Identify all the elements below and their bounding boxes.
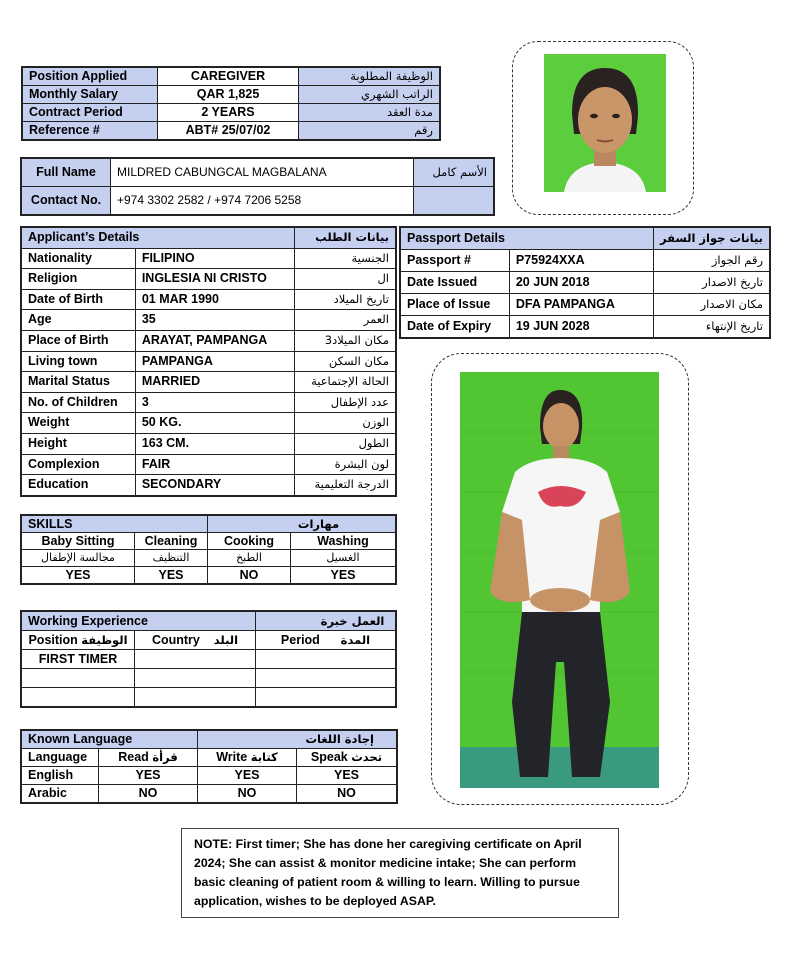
- row-label: Age: [21, 310, 135, 331]
- row-label-ar: ال: [295, 269, 397, 290]
- skill-label-ar: الطبخ: [208, 550, 291, 567]
- row-label: Date of Birth: [21, 289, 135, 310]
- row-label: Education: [21, 475, 135, 496]
- experience-table: [20, 610, 397, 708]
- row-label: Date Issued: [400, 272, 509, 294]
- row-label-ar: الدرجة التعليمية: [295, 475, 397, 496]
- language-read: YES: [99, 767, 198, 785]
- row-label-ar: مدة العقد: [299, 104, 441, 122]
- skill-value: YES: [291, 567, 397, 585]
- full-name-value: MILDRED CABUNGCAL MAGBALANA: [111, 158, 414, 187]
- salary-row: [22, 86, 440, 104]
- skills-title-ar: مهارات: [208, 515, 397, 533]
- row-label-ar: تاريخ الإنتهاء: [654, 316, 771, 339]
- contact-row: [21, 187, 494, 216]
- language-read: NO: [99, 785, 198, 804]
- skills-table: [20, 514, 397, 585]
- row-value: 163 CM.: [135, 433, 294, 454]
- row-label: Weight: [21, 413, 135, 434]
- skills-labels-row: [21, 533, 396, 550]
- full-name-label-ar: الأسم كامل: [414, 158, 495, 187]
- experience-col: [256, 631, 397, 650]
- row-label-ar: تاريخ الميلاد: [295, 289, 397, 310]
- col-en: Speak: [310, 750, 348, 764]
- passport-row: [400, 250, 770, 272]
- row-label: No. of Children: [21, 392, 135, 413]
- skills-labels-ar-row: [21, 550, 396, 567]
- experience-cell: FIRST TIMER: [21, 650, 135, 669]
- row-label-ar: الجنسية: [295, 248, 397, 269]
- row-label: Living town: [21, 351, 135, 372]
- skills-header: [21, 515, 396, 533]
- row-label: Contract Period: [22, 104, 158, 122]
- row-value: QAR 1,825: [158, 86, 299, 104]
- language-speak: NO: [297, 785, 398, 804]
- passport-row: [400, 294, 770, 316]
- applicant-row: [21, 475, 396, 496]
- language-col: [297, 749, 398, 767]
- language-col: Language: [21, 749, 99, 767]
- row-value: DFA PAMPANGA: [509, 294, 653, 316]
- headshot-frame: [512, 41, 694, 215]
- row-label-ar: مكان السكن: [295, 351, 397, 372]
- row-value: 20 JUN 2018: [509, 272, 653, 294]
- row-label: Reference #: [22, 122, 158, 141]
- headshot-photo: [544, 54, 666, 192]
- language-write: YES: [198, 767, 297, 785]
- contact-label-ar-empty: [414, 187, 495, 216]
- row-value: 35: [135, 310, 294, 331]
- applicant-row: [21, 372, 396, 393]
- experience-cols-row: [21, 631, 396, 650]
- skill-label: Washing: [291, 533, 397, 550]
- col-en: Read: [118, 750, 149, 764]
- applicant-row: [21, 351, 396, 372]
- language-row: [21, 785, 397, 804]
- applicant-row: [21, 413, 396, 434]
- row-label-ar: رقم الجواز: [654, 250, 771, 272]
- row-label: Religion: [21, 269, 135, 290]
- row-label: Marital Status: [21, 372, 135, 393]
- language-write: NO: [198, 785, 297, 804]
- applicant-header: [21, 227, 396, 248]
- applicant-row: [21, 289, 396, 310]
- language-name: English: [21, 767, 99, 785]
- skill-value: YES: [135, 567, 208, 585]
- applicant-row: [21, 330, 396, 351]
- reference-row: [22, 122, 440, 141]
- experience-col: [135, 631, 256, 650]
- row-label-ar: رقم: [299, 122, 441, 141]
- col-en: Country: [151, 633, 200, 647]
- languages-table: [20, 729, 398, 804]
- experience-header: [21, 611, 396, 631]
- passport-table: [399, 226, 771, 339]
- applicant-row: [21, 248, 396, 269]
- experience-cell: [135, 669, 256, 688]
- row-value: FILIPINO: [135, 248, 294, 269]
- row-label-ar: مكان الميلاد3: [295, 330, 397, 351]
- language-name: Arabic: [21, 785, 99, 804]
- experience-cell: [256, 669, 397, 688]
- languages-title: Known Language: [21, 730, 198, 749]
- col-ar: الوظيفة: [81, 633, 128, 647]
- note-box: NOTE: First timer; She has done her caregiving certificate on April 2024; She can assist & monitor medicine intake; She can perform basic cleaning of patient room & willing to learn. Willing to pursue application, wishes to be deployed ASAP.: [181, 828, 619, 918]
- row-value: FAIR: [135, 454, 294, 475]
- position-table: [21, 66, 441, 141]
- skill-label: Cleaning: [135, 533, 208, 550]
- full-body-photo: [460, 372, 659, 788]
- row-label-ar: الطول: [295, 433, 397, 454]
- applicant-row: [21, 392, 396, 413]
- full-name-row: [21, 158, 494, 187]
- experience-title-ar: العمل خبرة: [256, 611, 397, 631]
- experience-cell: [21, 669, 135, 688]
- contact-value: +974 3302 2582 / +974 7206 5258: [111, 187, 414, 216]
- row-label-ar: تاريخ الاصدار: [654, 272, 771, 294]
- language-speak: YES: [297, 767, 398, 785]
- skill-value: NO: [208, 567, 291, 585]
- row-value: ARAYAT, PAMPANGA: [135, 330, 294, 351]
- contact-label: Contact No.: [21, 187, 111, 216]
- row-value: INGLESIA NI CRISTO: [135, 269, 294, 290]
- row-value: 01 MAR 1990: [135, 289, 294, 310]
- headshot-image: [544, 54, 666, 192]
- experience-row: [21, 688, 396, 708]
- languages-cols-row: [21, 749, 397, 767]
- experience-cell: [135, 688, 256, 708]
- row-value: MARRIED: [135, 372, 294, 393]
- passport-header: [400, 227, 770, 250]
- skill-label: Cooking: [208, 533, 291, 550]
- full-body-frame: [431, 353, 689, 805]
- row-value: 2 YEARS: [158, 104, 299, 122]
- full-body-image: [460, 372, 659, 788]
- experience-row: [21, 650, 396, 669]
- skills-title: SKILLS: [21, 515, 208, 533]
- experience-title: Working Experience: [21, 611, 256, 631]
- row-value: ABT# 25/07/02: [158, 122, 299, 141]
- experience-cell: [256, 650, 397, 669]
- row-value: P75924XXA: [509, 250, 653, 272]
- row-label: Monthly Salary: [22, 86, 158, 104]
- position-row: [22, 67, 440, 86]
- applicant-title: Applicant’s Details: [21, 227, 295, 248]
- row-label-ar: الحالة الإجتماعية: [295, 372, 397, 393]
- passport-title: Passport Details: [400, 227, 654, 250]
- row-value: PAMPANGA: [135, 351, 294, 372]
- row-label: Nationality: [21, 248, 135, 269]
- skill-label-ar: مجالسة الإطفال: [21, 550, 135, 567]
- experience-cell: [21, 688, 135, 708]
- identity-table: [20, 157, 495, 216]
- row-label-ar: عدد الإطفال: [295, 392, 397, 413]
- language-col: [99, 749, 198, 767]
- row-value: CAREGIVER: [158, 67, 299, 86]
- row-value: 50 KG.: [135, 413, 294, 434]
- skill-label-ar: التنظيف: [135, 550, 208, 567]
- row-value: SECONDARY: [135, 475, 294, 496]
- row-label-ar: لون البشرة: [295, 454, 397, 475]
- experience-cell: [256, 688, 397, 708]
- applicant-table: [20, 226, 397, 497]
- language-col: [198, 749, 297, 767]
- skill-label: Baby Sitting: [21, 533, 135, 550]
- passport-row: [400, 272, 770, 294]
- contract-row: [22, 104, 440, 122]
- col-ar: البلد: [213, 633, 239, 647]
- passport-row: [400, 316, 770, 339]
- experience-cell: [135, 650, 256, 669]
- row-value: 3: [135, 392, 294, 413]
- row-label: Height: [21, 433, 135, 454]
- row-label: Place of Issue: [400, 294, 509, 316]
- applicant-title-ar: بيانات الطلب: [295, 227, 397, 248]
- col-en: Period: [280, 633, 320, 647]
- applicant-row: [21, 433, 396, 454]
- skill-value: YES: [21, 567, 135, 585]
- row-label: Date of Expiry: [400, 316, 509, 339]
- applicant-row: [21, 454, 396, 475]
- skills-values-row: [21, 567, 396, 585]
- row-value: 19 JUN 2028: [509, 316, 653, 339]
- passport-title-ar: بيانات جواز السفر: [654, 227, 771, 250]
- skill-label-ar: الغسيل: [291, 550, 397, 567]
- col-ar: المدة: [340, 633, 371, 647]
- col-ar: كتابة: [250, 750, 278, 764]
- col-en: Position: [28, 633, 78, 647]
- row-label: Complexion: [21, 454, 135, 475]
- experience-row: [21, 669, 396, 688]
- row-label-ar: الوزن: [295, 413, 397, 434]
- languages-title-ar: إجادة اللغات: [198, 730, 398, 749]
- row-label: Position Applied: [22, 67, 158, 86]
- row-label-ar: العمر: [295, 310, 397, 331]
- col-ar: قرأة: [152, 750, 178, 764]
- full-name-label: Full Name: [21, 158, 111, 187]
- languages-header: [21, 730, 397, 749]
- row-label-ar: الوظيفة المطلوبة: [299, 67, 441, 86]
- row-label-ar: مكان الاصدار: [654, 294, 771, 316]
- row-label-ar: الراتب الشهري: [299, 86, 441, 104]
- language-row: [21, 767, 397, 785]
- experience-col: [21, 631, 135, 650]
- row-label: Passport #: [400, 250, 509, 272]
- col-ar: تحدث: [351, 750, 383, 764]
- col-en: Write: [216, 750, 248, 764]
- row-label: Place of Birth: [21, 330, 135, 351]
- applicant-row: [21, 310, 396, 331]
- applicant-row: [21, 269, 396, 290]
